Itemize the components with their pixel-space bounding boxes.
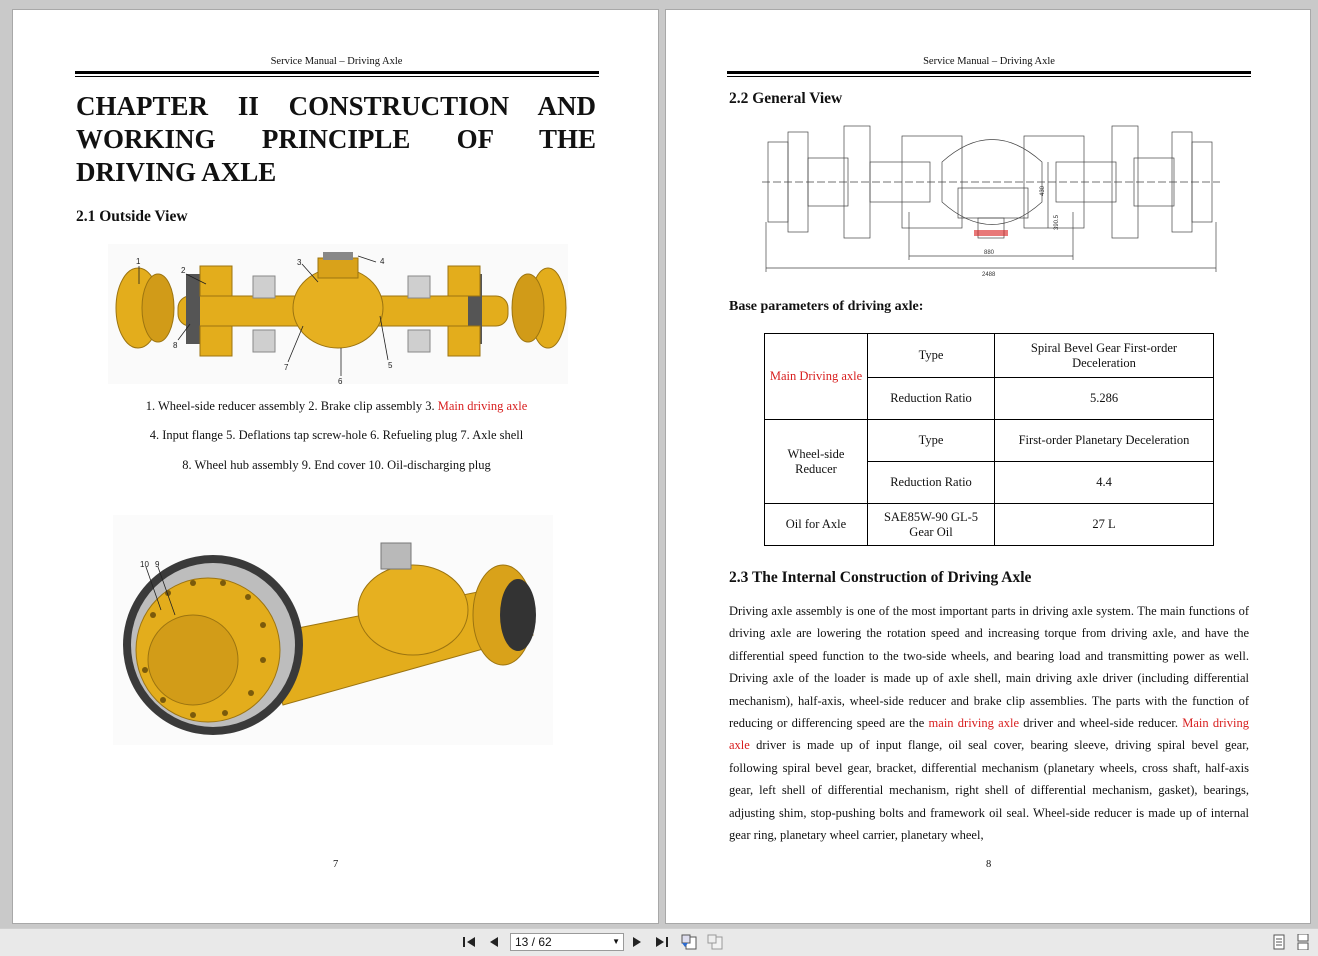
last-page-button[interactable] bbox=[653, 933, 671, 951]
caption-line-1-text: 1. Wheel-side reducer assembly 2. Brake clip assembly 3. bbox=[145, 399, 438, 413]
oil-volume: 27 L bbox=[995, 504, 1214, 546]
callout-4: 4 bbox=[380, 257, 385, 266]
single-page-icon bbox=[1272, 934, 1286, 950]
first-page-icon bbox=[461, 935, 477, 949]
axle-general-drawing bbox=[762, 122, 1220, 280]
dim-390-5: 390.5 bbox=[1054, 214, 1060, 230]
caption-line-1 bbox=[13, 399, 660, 414]
viewer-toolbar bbox=[0, 928, 1318, 956]
oil-label: Oil for Axle bbox=[765, 504, 868, 546]
body-red-2: Main driving axle bbox=[729, 716, 1250, 753]
next-page-icon bbox=[630, 935, 644, 949]
dim-2488: 2488 bbox=[982, 272, 996, 278]
callout-6: 6 bbox=[338, 377, 343, 384]
chapter-line-1: CHAPTER II CONSTRUCTION AND bbox=[76, 91, 596, 121]
main-ratio-value: 5.286 bbox=[995, 378, 1214, 420]
running-head: Service Manual – Driving Axle bbox=[923, 56, 1055, 67]
wheel-side-reducer-cell: Wheel-side Reducer bbox=[765, 420, 868, 504]
oil-type: SAE85W-90 GL-5 Gear Oil bbox=[868, 504, 995, 546]
params-title: Base parameters of driving axle: bbox=[729, 299, 924, 314]
prev-page-icon bbox=[487, 935, 501, 949]
callout-7: 7 bbox=[284, 363, 289, 372]
page-number: 8 bbox=[986, 859, 992, 870]
callout-9: 9 bbox=[155, 560, 160, 569]
axle-outside-photo bbox=[108, 244, 568, 384]
caption-line-2: 4. Input flange 5. Deflations tap screw-hole 6. Refueling plug 7. Axle shell bbox=[149, 428, 524, 442]
pdf-page-right bbox=[665, 9, 1311, 924]
header-rule-thin bbox=[727, 76, 1251, 77]
main-driving-axle-cell: Main Driving axle bbox=[765, 334, 868, 420]
page-number-value: 13 / 62 bbox=[515, 935, 552, 949]
last-page-icon bbox=[654, 935, 670, 949]
chevron-down-icon: ▼ bbox=[612, 937, 620, 946]
reduction-ratio-label: Reduction Ratio bbox=[868, 462, 995, 504]
axle-perspective-photo bbox=[113, 515, 553, 745]
callout-2: 2 bbox=[181, 266, 186, 275]
type-label: Type bbox=[868, 334, 995, 378]
callout-10: 10 bbox=[140, 560, 149, 569]
header-rule bbox=[75, 71, 599, 74]
body-paragraph bbox=[729, 600, 1249, 846]
single-page-view-button[interactable] bbox=[1270, 933, 1288, 951]
body-text-2: driver and wheel-side reducer. bbox=[1019, 716, 1183, 731]
reduction-ratio-label: Reduction Ratio bbox=[868, 378, 995, 420]
prev-page-button[interactable] bbox=[485, 933, 503, 951]
body-red-1: main driving axle bbox=[928, 716, 1019, 731]
body-text-1: Driving axle assembly is one of the most important parts in driving axle system. The main functions of driving axle are lowering the rotation speed and increasing torque from driving axle, and have the differential speed function to the two-side wheels, and bearing load and transmitting power as well. Driving axle of the loader is made up of axle shell, main driving axle driver (including differential mechanism), half-axis, wheel-side reducer and brake clip assemblies. The parts with the function of reducing or differencing speed are the bbox=[729, 604, 1249, 731]
callout-3: 3 bbox=[297, 258, 302, 267]
header-rule bbox=[727, 71, 1251, 74]
caption-line-3: 8. Wheel hub assembly 9. End cover 10. Oil-discharging plug bbox=[182, 458, 491, 472]
first-page-button[interactable] bbox=[460, 933, 478, 951]
dim-430: 430 bbox=[1040, 185, 1046, 196]
chapter-title bbox=[76, 90, 596, 189]
main-type-value: Spiral Bevel Gear First-order Deceleration bbox=[995, 334, 1214, 378]
back-view-icon bbox=[680, 934, 698, 950]
section-title-general-view: 2.2 General View bbox=[729, 90, 843, 107]
next-page-button[interactable] bbox=[628, 933, 646, 951]
section-title-internal: 2.3 The Internal Construction of Driving Axle bbox=[729, 569, 1032, 586]
pdf-page-left bbox=[12, 9, 659, 924]
header-rule-thin bbox=[75, 76, 599, 77]
chapter-line-2: WORKING PRINCIPLE OF THE bbox=[76, 124, 596, 154]
dim-880: 880 bbox=[984, 250, 995, 256]
section-title-outside-view: 2.1 Outside View bbox=[76, 208, 188, 225]
callout-5: 5 bbox=[388, 361, 393, 370]
body-text-3: driver is made up of input flange, oil seal cover, bearing sleeve, driving spiral bevel gear, following spiral bevel gear, bracket, differential mechanism (planetary wheels, cross shaft, half-axis gear, left shell of differential mechanism, right shell of differential mechanism, gasket), bearings, adjusting shim, stop-pushing bolts and framework oil seal. Wheel-side reducer is made up of internal gear ring, planetary wheel carrier, planetary wheel, bbox=[729, 738, 1249, 843]
callout-8: 8 bbox=[173, 341, 178, 350]
back-view-button[interactable] bbox=[680, 933, 698, 951]
wheel-ratio-value: 4.4 bbox=[995, 462, 1214, 504]
wheel-type-value: First-order Planetary Deceleration bbox=[995, 420, 1214, 462]
forward-view-icon bbox=[706, 934, 724, 950]
page-number: 7 bbox=[333, 859, 339, 870]
caption-main-driving-axle: Main driving axle bbox=[437, 399, 528, 413]
callout-1: 1 bbox=[136, 257, 141, 266]
continuous-view-button[interactable] bbox=[1294, 933, 1312, 951]
params-table bbox=[764, 333, 1214, 546]
continuous-page-icon bbox=[1296, 934, 1310, 950]
chapter-line-3: DRIVING AXLE bbox=[76, 157, 277, 187]
page-number-field[interactable] bbox=[510, 933, 624, 951]
type-label: Type bbox=[868, 420, 995, 462]
running-head: Service Manual – Driving Axle bbox=[270, 56, 403, 67]
forward-view-button[interactable] bbox=[706, 933, 724, 951]
